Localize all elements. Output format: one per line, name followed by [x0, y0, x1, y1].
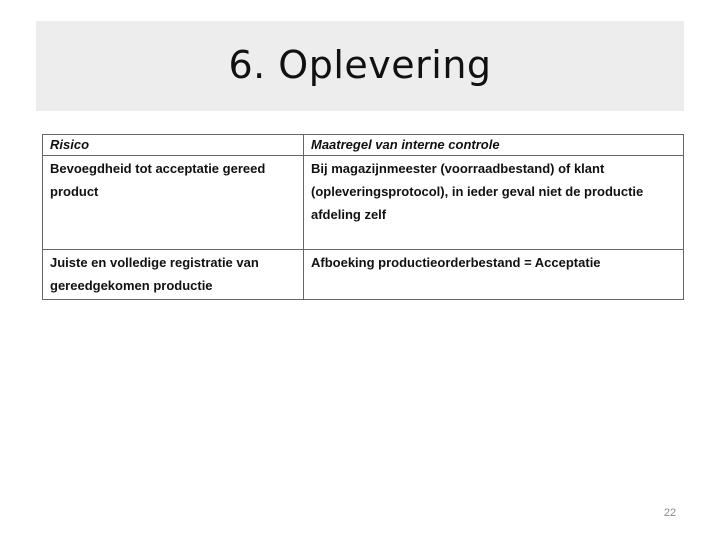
header-risk: Risico	[43, 135, 304, 156]
measure-cell: Bij magazijnmeester (voorraadbestand) of klant (opleveringsprotocol), in ieder geval niet de productie afdeling zelf	[304, 156, 684, 250]
table-row	[43, 156, 684, 250]
control-table	[42, 134, 684, 300]
page-number: 22	[663, 507, 677, 519]
measure-cell: Afboeking productieorderbestand = Acceptatie	[304, 250, 684, 300]
title-band	[36, 21, 684, 111]
table-row	[43, 250, 684, 300]
risk-cell: Bevoegdheid tot acceptatie gereed product	[43, 156, 304, 250]
header-measure: Maatregel van interne controle	[304, 135, 684, 156]
slide-title: 6. Oplevering	[228, 43, 492, 87]
table-header-row	[43, 135, 684, 156]
risk-cell: Juiste en volledige registratie van gereedgekomen productie	[43, 250, 304, 300]
